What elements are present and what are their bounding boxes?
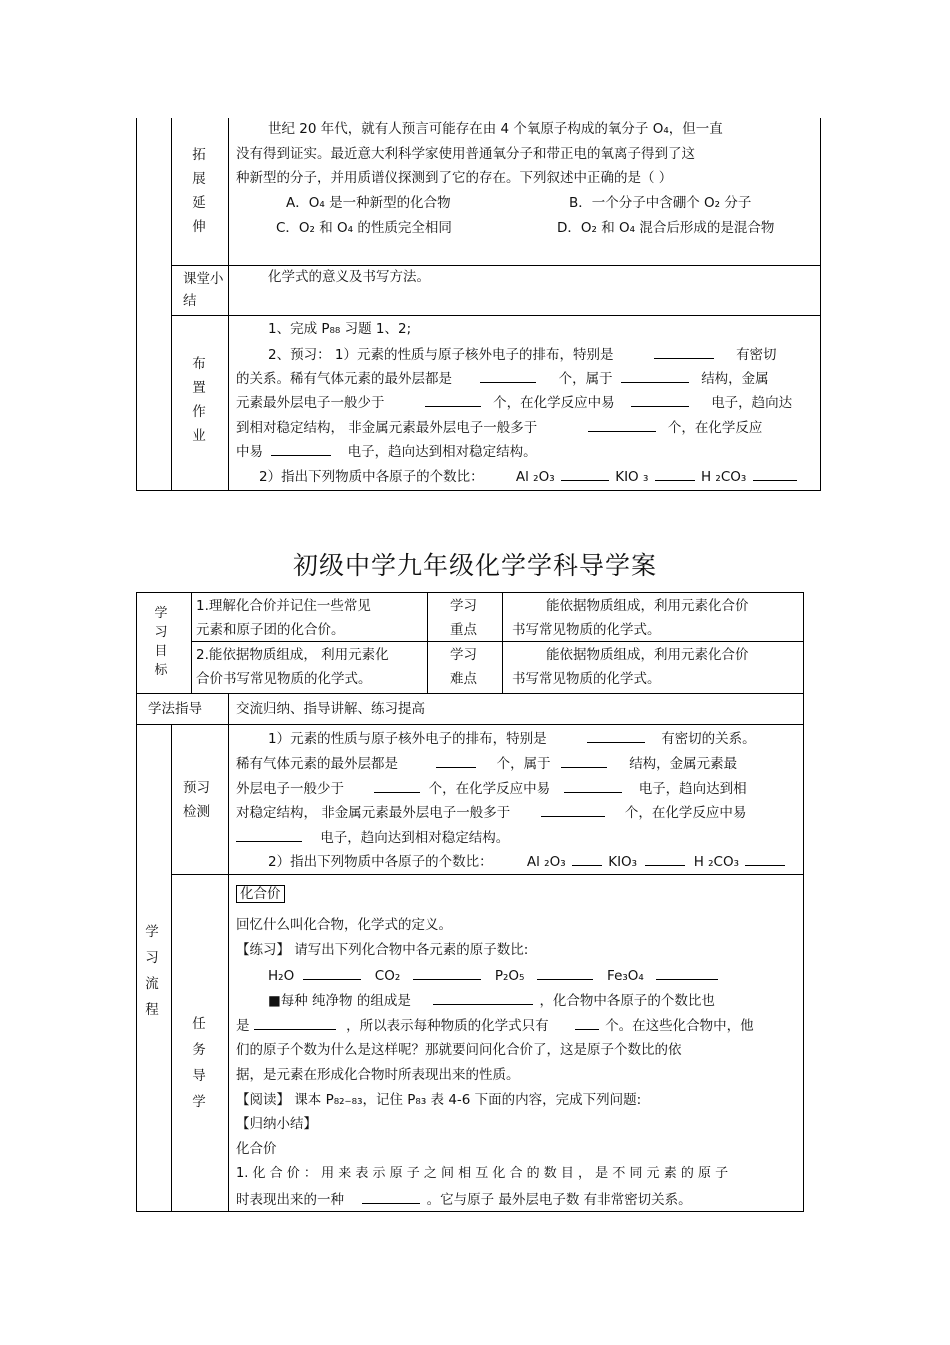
- table-border: [136, 592, 804, 593]
- fill-blank[interactable]: [588, 417, 656, 432]
- hw-text: 个，属于: [558, 371, 613, 387]
- table-border: [136, 1211, 804, 1212]
- summary-text: 化学式的意义及书写方法。: [268, 269, 430, 285]
- task-label: 任务导学: [192, 1016, 206, 1110]
- preview-line-2: [236, 753, 737, 774]
- hw-line-2: [268, 344, 777, 365]
- preview-line-6: [268, 851, 785, 872]
- fill-blank[interactable]: [587, 728, 645, 743]
- extend-label: 拓展延伸: [192, 147, 206, 235]
- valence-box: 化合价: [236, 885, 285, 903]
- table-border: [191, 592, 192, 693]
- hw-text: 2、预习： 1）元素的性质与原子核外电子的排布，特别是: [268, 347, 614, 363]
- hw-text: 到相对稳定结构， 非金属元素最外层电子一般多于: [236, 420, 538, 436]
- formula-kio3: KIO₃: [608, 854, 638, 870]
- flow-label: 学习流程: [145, 924, 159, 1018]
- table-border: [171, 724, 172, 1211]
- fill-blank[interactable]: [564, 778, 622, 793]
- hw-line-1: 1、完成 P₈₈ 习题 1、2;: [268, 321, 412, 337]
- fill-blank[interactable]: [753, 466, 797, 481]
- table-border: [228, 724, 229, 1211]
- task-text: ，所以表示每种物质的化学式只有: [346, 1018, 549, 1034]
- fill-blank[interactable]: [271, 441, 331, 456]
- hw-line-4: [236, 392, 792, 413]
- fill-blank[interactable]: [374, 778, 420, 793]
- preview-text: 个，在化学反应中易: [624, 805, 747, 821]
- table-border: [136, 592, 137, 1212]
- summary-label: 课堂小结: [183, 271, 224, 309]
- task-line-5: [236, 1015, 754, 1036]
- table-border: [502, 592, 503, 693]
- table-border: [136, 724, 804, 725]
- fill-blank[interactable]: [413, 965, 481, 980]
- fill-blank[interactable]: [537, 965, 593, 980]
- fill-blank[interactable]: [236, 827, 302, 842]
- task-line-12: [236, 1189, 692, 1210]
- option-a: A．O₄ 是一种新型的化合物: [286, 195, 451, 211]
- table-border: [191, 641, 804, 642]
- preview-text: 结构，金属元素最: [629, 756, 738, 772]
- fill-blank[interactable]: [425, 392, 481, 407]
- preview-line-4: [236, 802, 746, 823]
- hw-text: 有密切: [736, 347, 777, 363]
- hw-text: 结构，金属: [701, 371, 769, 387]
- difficulty-label-1: 学习: [450, 647, 477, 663]
- task-text: 个。在这些化合物中，他: [605, 1018, 754, 1034]
- fill-blank[interactable]: [572, 851, 602, 866]
- preview-text: 对稳定结构， 非金属元素最外层电子一般多于: [236, 805, 511, 821]
- option-c: C．O₂ 和 O₄ 的性质完全相同: [276, 220, 452, 236]
- task-text: 是: [236, 1018, 250, 1034]
- hw-text: 电子，趋向达: [711, 395, 793, 411]
- extend-line-1: 世纪 20 年代，就有人预言可能存在由 4 个氧原子构成的氧分子 O₄，但一直: [268, 121, 723, 137]
- preview-line-3: [236, 778, 747, 799]
- task-line-4: [268, 990, 715, 1011]
- preview-label-1: 预习: [183, 780, 210, 796]
- fill-blank[interactable]: [480, 368, 536, 383]
- table-border: [136, 693, 804, 694]
- preview-label-2: 检测: [183, 804, 210, 820]
- hw-text: 2）指出下列物质中各原子的个数比：: [259, 469, 484, 485]
- table-border: [803, 592, 804, 1212]
- fill-blank[interactable]: [433, 990, 533, 1005]
- fill-blank[interactable]: [655, 466, 695, 481]
- page-title: 初级中学九年级化学学科导学案: [292, 551, 657, 580]
- task-line-2: 【练习】 请写出下列化合物中各元素的原子数比:: [236, 942, 529, 958]
- task-line-10: 化合价: [236, 1141, 277, 1157]
- extend-line-3: 种新型的分子，并用质谱仪探测到了它的存在。下列叙述中正确的是（ ）: [236, 170, 673, 186]
- fill-blank[interactable]: [631, 392, 689, 407]
- homework-label: 布置作业: [192, 356, 206, 444]
- difficulty-label-2: 难点: [450, 671, 477, 687]
- formula-al2o3: Al ₂O₃: [515, 469, 555, 485]
- formula-p2o5: P₂O₅: [494, 968, 525, 984]
- hw-text: 电子，趋向达到相对稳定结构。: [347, 444, 537, 460]
- preview-text: 有密切的关系。: [661, 731, 756, 747]
- task-heading: [236, 884, 285, 904]
- task-text: ，化合物中各原子的个数比也: [539, 993, 715, 1009]
- hw-text: 的关系。稀有气体元素的最外层都是: [236, 371, 452, 387]
- table-border: [171, 265, 821, 266]
- hw-line-6: [236, 441, 537, 462]
- table-border: [820, 118, 821, 491]
- task-line-1: 回忆什么叫化合物，化学式的定义。: [236, 917, 452, 933]
- formula-kio3: KIO ₃: [615, 469, 649, 485]
- goal-1-line-2: 元素和原子团的化合价。: [196, 622, 345, 638]
- focus-label-2: 重点: [450, 622, 477, 638]
- fill-blank[interactable]: [575, 1015, 599, 1030]
- fill-blank[interactable]: [621, 368, 689, 383]
- preview-line-5: [236, 827, 509, 848]
- table-border: [228, 693, 229, 724]
- preview-text: 1）元素的性质与原子核外电子的排布，特别是: [268, 731, 547, 747]
- hw-text: 元素最外层电子一般少于: [236, 395, 385, 411]
- formula-h2co3: H ₂CO₃: [700, 469, 747, 485]
- fill-blank[interactable]: [362, 1189, 420, 1204]
- task-line-7: 据，是元素在形成化合物时所表现出来的性质。: [236, 1067, 520, 1083]
- difficulty-line-2: 书写常见物质的化学式。: [512, 671, 661, 687]
- hw-text: 个，在化学反应: [667, 420, 763, 436]
- focus-label-1: 学习: [450, 598, 477, 614]
- fill-blank[interactable]: [745, 851, 785, 866]
- table-border: [171, 315, 821, 316]
- fill-blank[interactable]: [254, 1015, 336, 1030]
- goal-1-line-1: 1.理解化合价并记住一些常见: [196, 598, 371, 614]
- preview-text: 电子，趋向达到相: [638, 781, 747, 797]
- formula-fe3o4: Fe₃O₄: [607, 968, 644, 984]
- goal-2-line-2: 合价书写常见物质的化学式。: [196, 671, 372, 687]
- fill-blank[interactable]: [303, 965, 361, 980]
- preview-text: 个，属于: [496, 756, 551, 772]
- table-border: [171, 118, 172, 491]
- option-b: B．一个分子中含硼个 O₂ 分子: [569, 195, 752, 211]
- hw-text: 中易: [236, 444, 263, 460]
- table-border: [171, 874, 804, 875]
- formula-co2: CO₂: [374, 968, 401, 984]
- formula-h2o: H₂O: [268, 968, 295, 984]
- preview-text: 2）指出下列物质中各原子的个数比：: [268, 854, 493, 870]
- preview-text: 外层电子一般少于: [236, 781, 344, 797]
- formula-al2o3: Al ₂O₃: [526, 854, 566, 870]
- focus-line-1: 能依据物质组成，利用元素化合价: [546, 598, 749, 614]
- goal-2-line-1: 2.能依据物质组成， 利用元素化: [196, 647, 389, 663]
- task-line-3: [268, 965, 718, 986]
- hw-line-5: [236, 417, 762, 438]
- fill-blank[interactable]: [436, 753, 476, 768]
- difficulty-line-1: 能依据物质组成，利用元素化合价: [546, 647, 749, 663]
- preview-text: 稀有气体元素的最外层都是: [236, 756, 398, 772]
- task-line-11: 1. 化 合 价 ： 用 来 表 示 原 子 之 间 相 互 化 合 的 数 目 ， 是 不 同 元 素 的 原 子: [236, 1166, 729, 1181]
- fill-blank[interactable]: [656, 965, 718, 980]
- fill-blank[interactable]: [561, 466, 609, 481]
- table-border: [136, 490, 821, 491]
- focus-line-2: 书写常见物质的化学式。: [512, 622, 661, 638]
- task-line-9: 【归纳小结】: [236, 1116, 317, 1132]
- fill-blank[interactable]: [645, 851, 685, 866]
- hw-line-7: [259, 466, 797, 487]
- task-text: 时表现出来的一种: [236, 1192, 344, 1208]
- table-border: [228, 118, 229, 491]
- task-line-6: 们的原子个数为什么是这样呢？那就要问问化合价了，这是原子个数比的依: [236, 1042, 682, 1058]
- task-line-8: 【阅读】 课本 P₈₂₋₈₃，记住 P₈₃ 表 4-6 下面的内容，完成下列问题:: [236, 1092, 642, 1108]
- goals-label: 学习目标: [154, 606, 168, 678]
- method-label: 学法指导: [148, 701, 202, 717]
- hw-text: 个，在化学反应中易: [493, 395, 615, 411]
- preview-text: 电子，趋向达到相对稳定结构。: [320, 830, 510, 846]
- task-text: 。它与原子 最外层电子数 有非常密切关系。: [426, 1192, 692, 1208]
- option-d: D．O₂ 和 O₄ 混合后形成的是混合物: [557, 220, 775, 236]
- fill-blank[interactable]: [561, 753, 607, 768]
- table-border: [427, 592, 428, 693]
- preview-text: 个，在化学反应中易: [428, 781, 551, 797]
- extend-line-2: 没有得到证实。最近意大利科学家使用普通氧分子和带正电的氧离子得到了这: [236, 146, 695, 162]
- hw-line-3: [236, 368, 769, 389]
- table-border: [136, 118, 137, 491]
- formula-h2co3: H ₂CO₃: [693, 854, 740, 870]
- preview-line-1: [268, 728, 756, 749]
- task-text: ■每种 纯净物 的组成是: [268, 993, 411, 1009]
- fill-blank[interactable]: [541, 802, 605, 817]
- method-text: 交流归纳、指导讲解、练习提高: [236, 701, 425, 717]
- fill-blank[interactable]: [654, 344, 714, 359]
